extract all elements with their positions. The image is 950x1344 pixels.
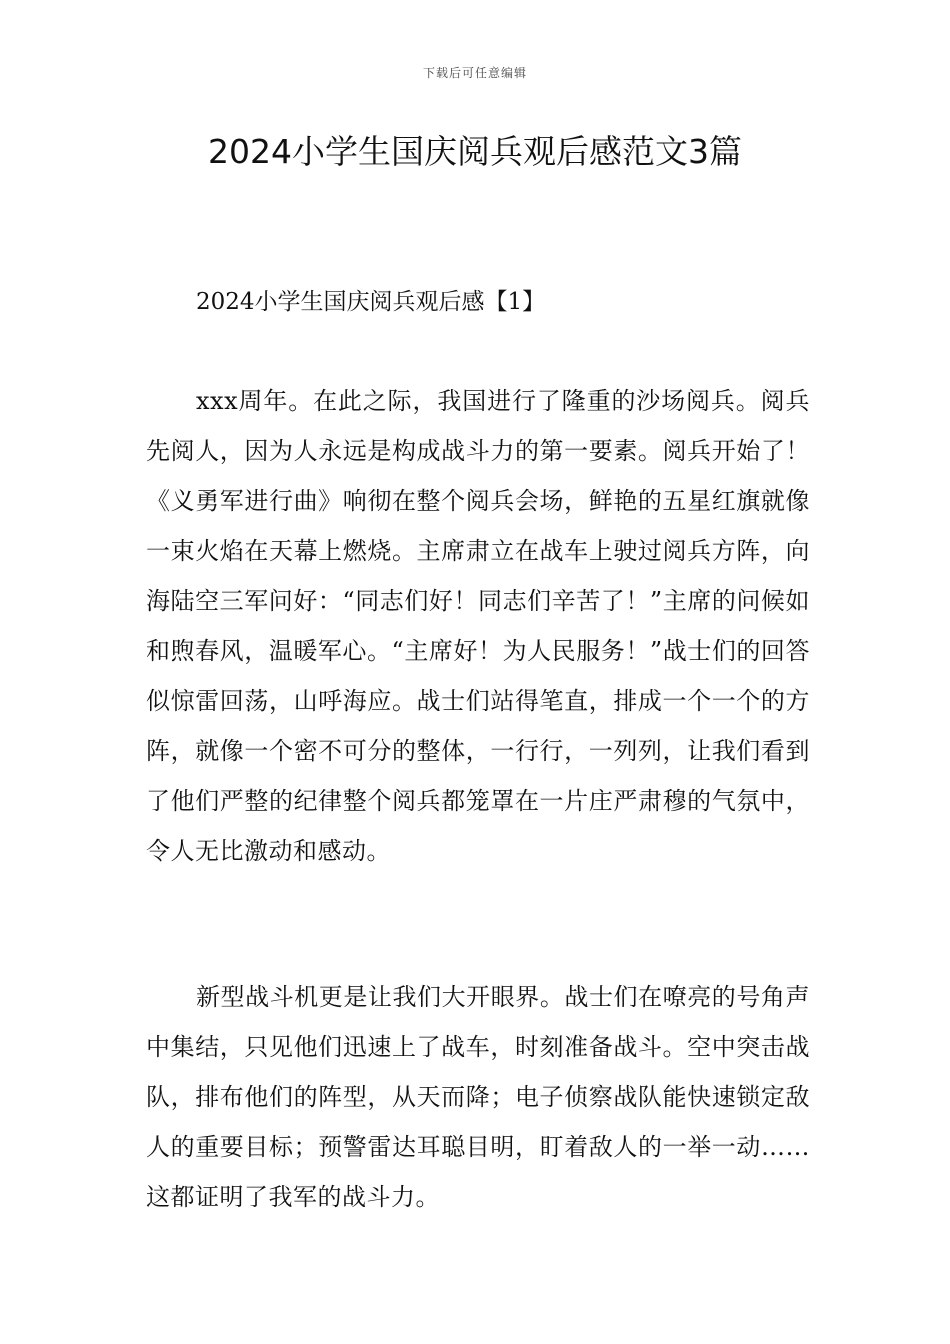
section-heading: 2024小学生国庆阅兵观后感【1】 (196, 289, 546, 315)
body-paragraph: xxx周年。在此之际，我国进行了隆重的沙场阅兵。阅兵先阅人，因为人永远是构成战斗力的第一要素。阅兵开始了！《义勇军进行曲》响彻在整个阅兵会场，鲜艳的五星红旗就像一束火焰在天幕上燃烧。主席肃立在战车上驶过阅兵方阵，向海陆空三军问好：“同志们好！同志们辛苦了！”主席的问候如和煦春风，温暖军心。“主席好！为人民服务！”战士们的回答似惊雷回荡，山呼海应。战士们站得笔直，排成一个一个的方阵，就像一个密不可分的整体，一行行，一列列，让我们看到了他们严整的纪律整个阅兵都笼罩在一片庄严肃穆的气氛中，令人无比激动和感动。 (146, 387, 810, 865)
document-title: 2024小学生国庆阅兵观后感范文3篇 (208, 132, 742, 171)
header-note: 下载后可任意编辑 (422, 66, 527, 80)
body-paragraph: 新型战斗机更是让我们大开眼界。战士们在嘹亮的号角声中集结，只见他们迅速上了战车，时刻准备战斗。空中突击战队，排布他们的阵型，从天而降；电子侦察战队能快速锁定敌人的重要目标；预警雷达耳聪目明，盯着敌人的一举一动……这都证明了我军的战斗力。 (146, 983, 810, 1211)
